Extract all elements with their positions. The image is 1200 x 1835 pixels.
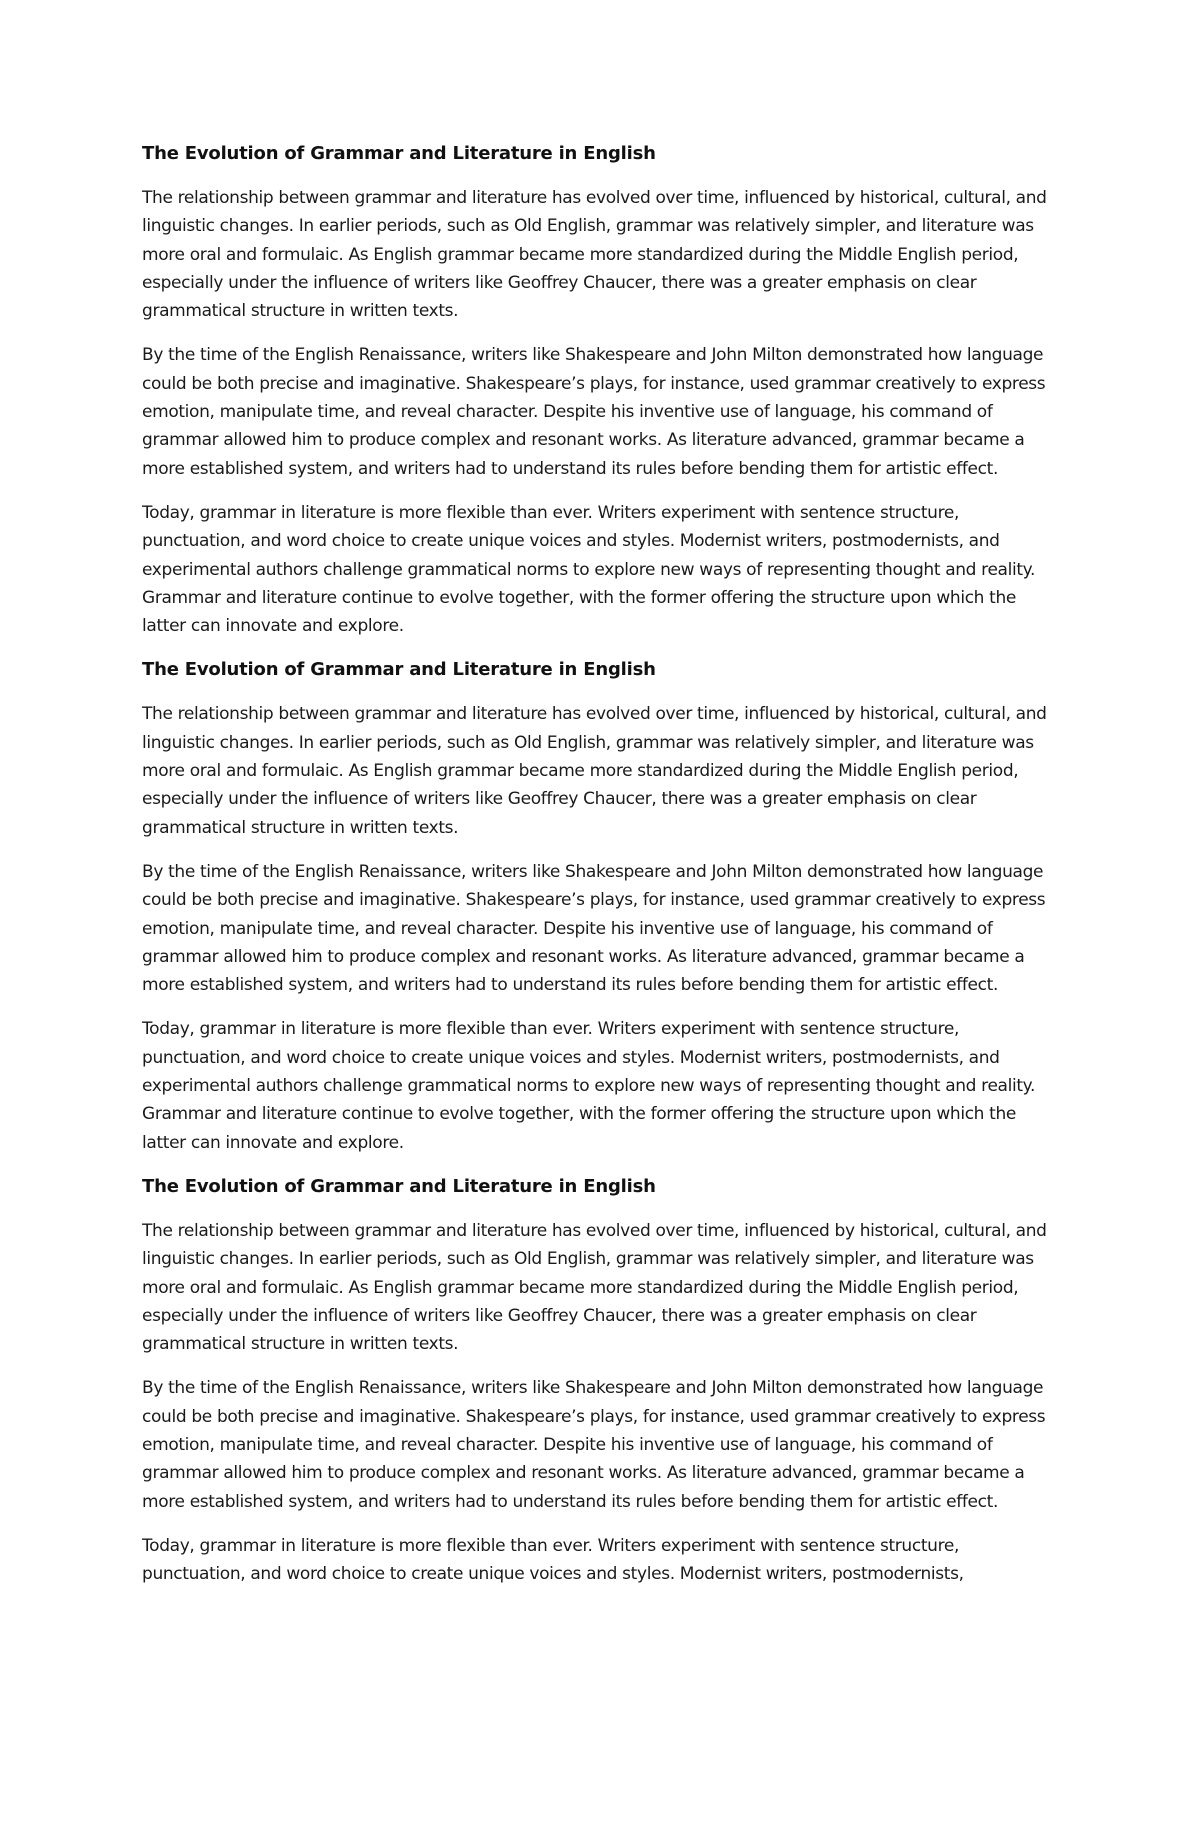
paragraph: By the time of the English Renaissance, writers like Shakespeare and John Milton demonstrated how language could be both precise and imaginative. Shakespeare’s plays, for instance, used grammar creatively to express emotion, manipulate time, and reveal character. Despite his inventive use of language, his command of grammar allowed him to produce complex and resonant works. As literature advanced, grammar became a more established system, and writers had to understand its rules before bending them for artistic effect. bbox=[142, 1378, 1046, 1512]
paragraph: By the time of the English Renaissance, writers like Shakespeare and John Milton demonstrated how language could be both precise and imaginative. Shakespeare’s plays, for instance, used grammar creatively to express emotion, manipulate time, and reveal character. Despite his inventive use of language, his command of grammar allowed him to produce complex and resonant works. As literature advanced, grammar became a more established system, and writers had to understand its rules before bending them for artistic effect. bbox=[142, 345, 1046, 479]
paragraph: Today, grammar in literature is more flexible than ever. Writers experiment with sentence structure, punctuation, and word choice to create unique voices and styles. Modernist writers, postmodernists, and experimental authors challenge grammatical norms to explore new ways of representing thought and reality. Grammar and literature continue to evolve together, with the former offering the structure upon which the latter can innovate and explore. bbox=[142, 1019, 1036, 1153]
paragraph: Today, grammar in literature is more flexible than ever. Writers experiment with sentence structure, punctuation, and word choice to create unique voices and styles. Modernist writers, postmodernists, and experimental authors challenge grammatical norms to explore new ways of representing thought and reality. Grammar and literature continue to evolve together, with the former offering the structure upon which the latter can innovate and explore. bbox=[142, 502, 1036, 637]
document-page bbox=[142, 140, 1062, 1604]
paragraph: The relationship between grammar and literature has evolved over time, influenced by historical, cultural, and linguistic changes. In earlier periods, such as Old English, grammar was relatively simpler, and literature was more oral and formulaic. As English grammar became more standardized during the Middle English period, especially under the influence of writers like Geoffrey Chaucer, there was a greater emphasis on clear grammatical structure in written texts. bbox=[142, 704, 1047, 838]
document-section bbox=[142, 1173, 1062, 1589]
document-section bbox=[142, 656, 1062, 1156]
paragraph: Today, grammar in literature is more flexible than ever. Writers experiment with sentence structure, punctuation, and word choice to create unique voices and styles. Modernist writers, postmodernists, bbox=[142, 1535, 964, 1585]
document-section bbox=[142, 140, 1062, 640]
paragraph: The relationship between grammar and literature has evolved over time, influenced by historical, cultural, and linguistic changes. In earlier periods, such as Old English, grammar was relatively simpler, and literature was more oral and formulaic. As English grammar became more standardized during the Middle English period, especially under the influence of writers like Geoffrey Chaucer, there was a greater emphasis on clear grammatical structure in written texts. bbox=[142, 1220, 1047, 1355]
section-title: The Evolution of Grammar and Literature in English bbox=[142, 659, 656, 681]
paragraph: By the time of the English Renaissance, writers like Shakespeare and John Milton demonstrated how language could be both precise and imaginative. Shakespeare’s plays, for instance, used grammar creatively to express emotion, manipulate time, and reveal character. Despite his inventive use of language, his command of grammar allowed him to produce complex and resonant works. As literature advanced, grammar became a more established system, and writers had to understand its rules before bending them for artistic effect. bbox=[142, 861, 1046, 996]
section-title: The Evolution of Grammar and Literature in English bbox=[142, 1175, 656, 1197]
section-title: The Evolution of Grammar and Literature in English bbox=[142, 143, 656, 164]
paragraph: The relationship between grammar and literature has evolved over time, influenced by historical, cultural, and linguistic changes. In earlier periods, such as Old English, grammar was relatively simpler, and literature was more oral and formulaic. As English grammar became more standardized during the Middle English period, especially under the influence of writers like Geoffrey Chaucer, there was a greater emphasis on clear grammatical structure in written texts. bbox=[142, 188, 1047, 322]
